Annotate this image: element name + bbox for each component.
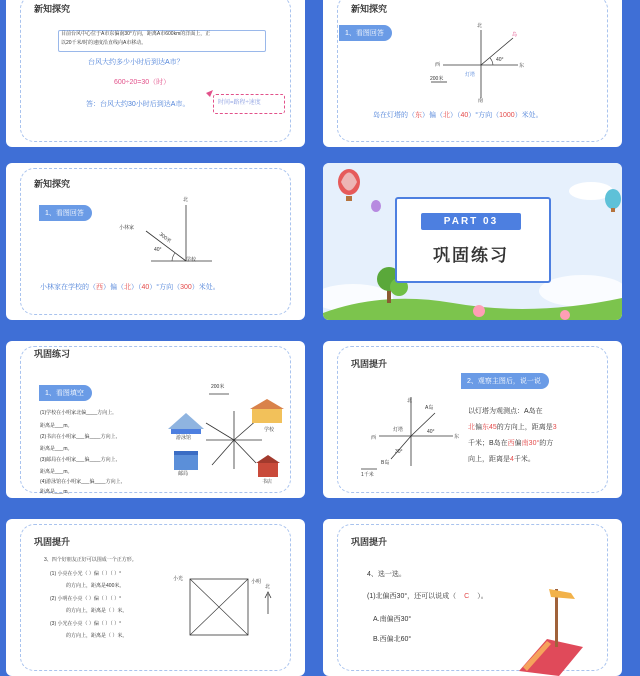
option-a[interactable]: A.南偏西30°: [373, 616, 412, 623]
school-icon: [250, 399, 284, 423]
ans-text: ）米处。: [514, 112, 543, 119]
ans-text: ）偏（: [422, 112, 443, 119]
ans-text: 偏: [514, 440, 522, 447]
question-2b: 的方向上，距离是（ ）米。: [66, 608, 128, 614]
blank-distance-a: 3: [552, 424, 557, 431]
label-north: 北: [407, 398, 413, 404]
label-north: 北: [183, 197, 189, 203]
answer-line-3: [468, 438, 553, 450]
swimming-pool-icon: [168, 413, 204, 434]
answer-line: [373, 110, 543, 121]
intro-text: 4、选一选。: [367, 571, 406, 578]
section-tag: 1、看图回答: [39, 205, 92, 221]
question-1a: (1) 小亮在小光（ ）偏（ ）（ ）°: [50, 571, 122, 577]
signpost-icon: [323, 519, 622, 676]
bookstore-icon: [256, 455, 280, 477]
ans-text: ）米处。: [191, 284, 220, 291]
label-west: 西: [371, 435, 377, 441]
section-tag: 2、观察主图后，说一说: [461, 373, 549, 389]
title-card: [395, 197, 551, 283]
ans-text: 小林家在学校的（: [40, 284, 96, 291]
slide-5[interactable]: [6, 341, 305, 498]
ans-text: ）°方向（: [149, 284, 181, 291]
ans-blank-1: 东: [415, 112, 422, 119]
label-angle: 40°: [154, 247, 162, 253]
question-4a: (4)游泳馆在小明家___偏____方向上,: [40, 479, 122, 485]
slide-title: 新知探究: [34, 179, 71, 189]
answer-line: [40, 282, 220, 293]
question-1a: (1)学校在小明家北偏____方向上,: [40, 410, 114, 416]
label-island: 岛: [512, 32, 518, 38]
answer-blank: C: [464, 593, 470, 600]
slide-title: 巩固提升: [351, 537, 388, 547]
question-3b: 距离是___m。: [40, 469, 73, 475]
option-b[interactable]: B.西偏北60°: [373, 636, 412, 643]
question-4b: 距离是___m。: [40, 489, 73, 495]
scale-label: 200米: [211, 384, 225, 390]
blank-distance-b: 4: [510, 456, 514, 463]
label-school: 学校: [186, 257, 197, 263]
angle-arc: [172, 253, 175, 261]
ans-blank-3: 40: [460, 112, 469, 119]
label-lighthouse: 灯塔: [465, 72, 476, 78]
ans-text: ）（: [131, 284, 142, 291]
blank-north: 北: [468, 424, 475, 431]
question-2b: 距离是___m。: [40, 446, 73, 452]
label-ming: 小明: [251, 579, 262, 585]
flower-icon: [473, 305, 485, 317]
question-2a: (2) 小明在小亮（ ）偏（ ）（ ）°: [50, 596, 122, 602]
label-a-island: A岛: [425, 405, 434, 411]
formula-text: 时间=路程÷速度: [218, 100, 261, 106]
ans-blank-1: 西: [96, 284, 103, 291]
label-pool: 游泳馆: [176, 435, 192, 441]
answer-line-1: 以灯塔为观测点：A岛在: [468, 408, 543, 415]
slide-title: 巩固练习: [34, 349, 71, 359]
question-text: ）。: [477, 593, 488, 600]
intro-text: 3、四个好朋友正好可以围成一个正方形。: [44, 557, 137, 563]
ans-blank-2: 北: [124, 284, 131, 291]
ans-blank-3: 40: [141, 284, 150, 291]
label-south: 南: [478, 98, 484, 104]
question-3a: (3) 小光在小亮（ ）偏（ ）（ ）°: [50, 621, 122, 627]
flower-icon: [560, 310, 570, 320]
slide-3[interactable]: [6, 163, 305, 320]
answer-line-4: [468, 454, 535, 466]
question-3b: 的方向上，距离是（ ）米。: [66, 633, 128, 639]
slide-2[interactable]: [323, 0, 622, 147]
ans-text: 岛在灯塔的（: [373, 112, 415, 119]
slide-8[interactable]: [323, 519, 622, 676]
post-office-icon: [174, 451, 198, 470]
square-diagram: [6, 519, 305, 676]
label-post: 邮局: [178, 471, 189, 477]
question-2a: (2)书店在小明家___偏____方向上,: [40, 434, 117, 440]
label-north: 北: [477, 23, 483, 29]
ans-text: ）偏（: [103, 284, 124, 291]
question-text: (1)北偏西30°，还可以说成（: [367, 593, 457, 600]
blank-east45: 东45: [482, 424, 497, 431]
label-store: 书店: [262, 479, 273, 485]
slide-title: 巩固提升: [351, 359, 388, 369]
label-west: 西: [435, 62, 441, 68]
calc-text: 600÷20=30（时）: [114, 79, 171, 86]
section-title: 巩固练习: [433, 246, 509, 265]
hot-air-balloon-icon: [371, 200, 381, 212]
label-school: 学校: [264, 427, 275, 433]
ans-blank-4: 1000: [499, 112, 515, 119]
question-3a: (3)邮局在小明家___偏____方向上,: [40, 457, 117, 463]
question-1b: 距离是___m。: [40, 423, 73, 429]
ans-blank-4: 300: [180, 284, 192, 291]
answer-line-2: [468, 422, 557, 434]
blank-south30: 南30°: [521, 440, 540, 447]
ans-text: 的方: [539, 440, 554, 447]
label-angle-40: 40°: [427, 429, 435, 435]
slide-7[interactable]: [6, 519, 305, 676]
slide-title: 新知探究: [34, 4, 71, 14]
ans-blank-2: 北: [443, 112, 450, 119]
slide-title: 巩固提升: [34, 537, 71, 547]
ans-text: 千米。: [513, 456, 535, 463]
scale-label: 1千米: [361, 472, 374, 478]
label-b-island: B岛: [381, 460, 390, 466]
arrow-icon: [6, 0, 305, 147]
label-lighthouse: 灯塔: [393, 427, 404, 433]
slide-title: 新知探究: [351, 4, 388, 14]
label-north: 北: [265, 584, 271, 590]
slide-6[interactable]: [323, 341, 622, 498]
answer-text: 答：台风大约30小时后到达A市。: [86, 101, 190, 108]
ans-text: 的方向上，距离是: [496, 424, 553, 431]
compass-diagram: [6, 163, 305, 320]
ans-text: ）（: [450, 112, 461, 119]
label-angle-30: 30°: [395, 449, 403, 455]
ans-text: 向上，距离是: [468, 456, 510, 463]
map-diagram: [6, 341, 305, 498]
ans-text: 千米；B岛在: [468, 440, 508, 447]
part-label: PART 03: [421, 213, 521, 230]
problem-line-2: 以20千米/时的速度沿直线向A市移动。: [61, 40, 147, 46]
label-guang: 小光: [173, 576, 184, 582]
question-text: 台风大约多少小时后到达A市？: [88, 59, 184, 66]
section-tag: 1、看图回答: [339, 25, 392, 41]
blank-west: 西: [507, 440, 515, 447]
slide-1[interactable]: [6, 0, 305, 147]
label-east: 东: [519, 63, 525, 69]
ans-text: 偏: [475, 424, 482, 431]
ans-text: ）°方向（: [468, 112, 500, 119]
section-tag: 1、看图填空: [39, 385, 92, 401]
slide-4[interactable]: [323, 163, 622, 320]
problem-line-1: 目前台风中心位于A市东偏南30°方向，距离A市600km的洋面上，正: [61, 31, 211, 37]
label-angle: 40°: [496, 57, 504, 63]
label-scale: 200米: [430, 76, 444, 82]
label-home: 小林家: [119, 225, 135, 231]
label-distance: 300米: [157, 231, 173, 245]
question-1b: 的方向上，距离是400米。: [66, 583, 125, 589]
label-east: 东: [454, 434, 460, 440]
angle-arc: [490, 58, 493, 65]
